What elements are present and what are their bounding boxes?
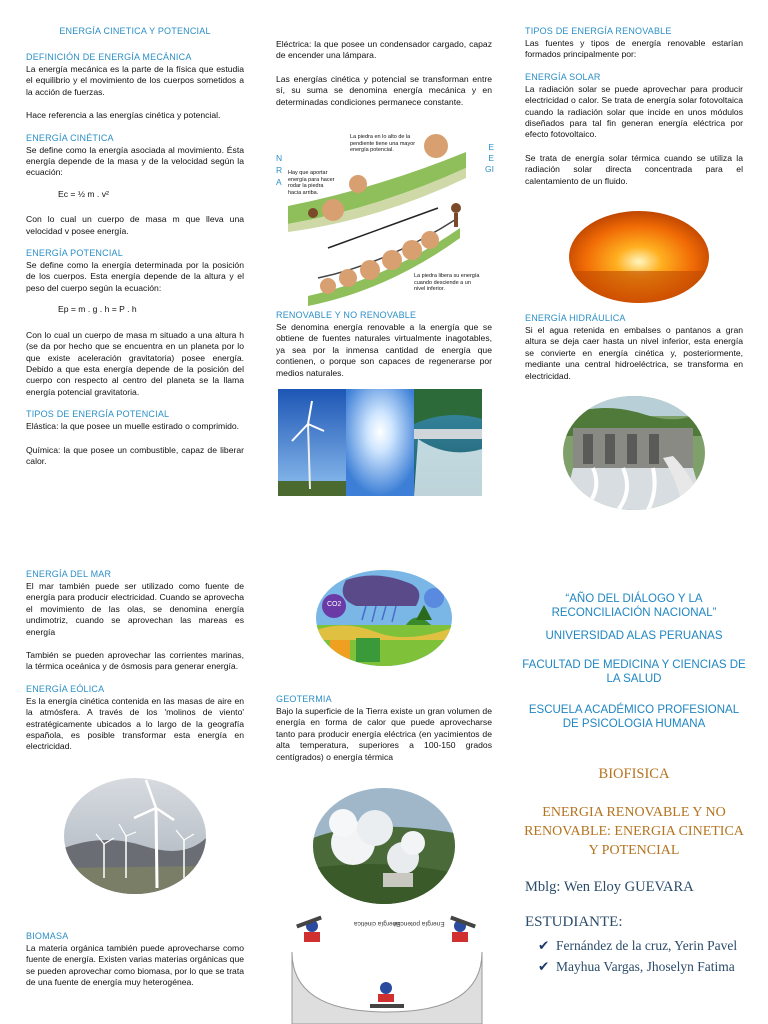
column-2-top — [276, 38, 492, 108]
diagram-caption: La piedra libera su energía cuando desciende a un nivel inferior. — [414, 273, 480, 292]
cover-teacher: Mblg: Wen Eloy GUEVARA — [525, 879, 694, 895]
heading-geotermia: GEOTERMIA — [276, 694, 332, 704]
rolling-stone-diagram — [288, 128, 480, 306]
diagram-caption: Hay que aportar energía para hacer rodar la piedra hacia arriba. — [288, 170, 335, 196]
paragraph: La materia orgánica también puede aprovecharse como fuente de energía. Existen varias materias orgánicas que se pueden aprovechar como biomasa, por lo que se trata de una fuente de energía muy heterogénea. — [26, 943, 244, 988]
biomass-illustration — [316, 570, 452, 666]
heading-potencial: ENERGÍA POTENCIAL — [26, 248, 123, 259]
formula-cinetica: Ec = ½ m . v² — [58, 188, 109, 199]
side-letter: R — [276, 165, 283, 175]
heading-hidraulica: ENERGÍA HIDRÁULICA — [525, 313, 626, 323]
energy-label: Energía potencial — [394, 920, 445, 927]
paragraph: Química: la que posee un combustible, capaz de liberar calor. — [26, 444, 244, 466]
diagram-caption: La piedra en lo alto de la pendiente tiene una mayor energía potencial. — [350, 134, 416, 153]
heading-mar: ENERGÍA DEL MAR — [26, 569, 112, 579]
renewable-collage-image — [278, 389, 482, 496]
energy-label: Energía cinética — [354, 920, 401, 927]
paragraph: Con lo cual un cuerpo de masa m situado a una altura h (se da por hecho que se encuentra en un planeta por lo que existe aceleración gravitatoria) posee energía. Debido a que esta energía depende de la posición del cuerpo con respecto al centro del planeta se la llama energía potencial gravitatoria. — [26, 329, 244, 397]
heading-solar: ENERGÍA SOLAR — [525, 71, 601, 82]
geothermal-image — [313, 788, 455, 904]
column-4-bottom — [26, 931, 244, 989]
student-name: Mayhua Vargas, Jhoselyn Fatima — [556, 959, 735, 974]
side-letter: A — [276, 177, 282, 187]
heading-cinetica: ENERGÍA CINÉTICA — [26, 132, 114, 143]
column-1 — [26, 26, 244, 467]
paragraph: El mar también puede ser utilizado como fuente de energía para producir electricidad. Cuando se aprovecha el movimiento de las olas, se denomina energía undimotriz, cuando se aprovechan las mareas es energía — [26, 581, 244, 637]
cover-topic: ENERGIA RENOVABLE Y NO RENOVABLE: ENERGIA CINETICA Y POTENCIAL — [524, 805, 744, 858]
check-icon: ✔ — [538, 938, 550, 953]
students-list — [538, 935, 753, 977]
cover-course: BIOFISICA — [598, 766, 670, 782]
column-5 — [276, 694, 492, 763]
paragraph: Se denomina energía renovable a la energía que se obtiene de fuentes naturales virtualmente inagotables, ya sea por la inmensa cantidad de energía que contienen, o porque son capaces de regenerarse por medios naturales. — [276, 322, 492, 378]
cover-school: ESCUELA ACADÉMICO PROFESIONAL DE PSICOLOGIA HUMANA — [528, 704, 740, 730]
cover-university: UNIVERSIDAD ALAS PERUANAS — [545, 630, 723, 642]
paragraph: Se trata de energía solar térmica cuando se utiliza la radiación solar directa concentrada para el calentamiento de un fluido. — [525, 152, 743, 186]
paragraph: Eléctrica: la que posee un condensador cargado, capaz de encender una lámpara. — [276, 39, 492, 61]
heading-definicion: DEFINICIÓN DE ENERGÍA MECÁNICA — [26, 52, 192, 62]
column-4 — [26, 569, 244, 753]
paragraph: Elástica: la que posee un muelle estirado o comprimido. — [26, 421, 240, 432]
side-letter: GI — [485, 164, 494, 174]
cover-faculty: FACULTAD DE MEDICINA Y CIENCIAS DE LA SALUD — [522, 659, 746, 685]
paragraph: Hace referencia a las energías cinética y potencial. — [26, 110, 221, 121]
dam-image — [563, 396, 705, 510]
column-2-bottom — [276, 310, 492, 379]
column-3-bottom — [525, 313, 743, 382]
cover-motto: “AÑO DEL DIÁLOGO Y LA RECONCILIACIÓN NACIONAL” — [551, 593, 717, 619]
heading-eolica: ENERGÍA EÓLICA — [26, 683, 105, 694]
paragraph: Las fuentes y tipos de energía renovable estarían formados principalmente por: — [525, 38, 743, 60]
check-icon: ✔ — [538, 959, 550, 974]
paragraph: La energía mecánica es la parte de la física que estudia el equilibrio y el movimiento de los cuerpos sometidos a la acción de fuerzas. — [26, 64, 244, 97]
student-item — [538, 935, 753, 956]
heading-tipos-potencial: TIPOS DE ENERGÍA POTENCIAL — [26, 409, 170, 420]
paragraph: También se pueden aprovechar las corrientes marinas, la térmica oceánica y de ósmosis para generar energía. — [26, 650, 244, 672]
paragraph: Se define como la energía asociada al movimiento. Ésta energía depende de la masa y de la velocidad según la ecuación: — [26, 144, 244, 178]
student-item — [538, 956, 753, 977]
heading-biomasa: BIOMASA — [26, 931, 69, 941]
cover-students-label: ESTUDIANTE: — [525, 914, 623, 930]
panel-title: ENERGÍA CINETICA Y POTENCIAL — [59, 26, 211, 36]
heading-tipos-renovable: TIPOS DE ENERGÍA RENOVABLE — [525, 26, 672, 36]
paragraph: Con lo cual un cuerpo de masa m que lleva una velocidad v posee energía. — [26, 214, 244, 236]
side-letter: E — [488, 153, 494, 163]
co2-label: CO2 — [327, 601, 342, 608]
paragraph: Las energías cinética y potencial se transforman entre sí, su suma se denomina energía mecánica y en determinadas condiciones permanece constante. — [276, 73, 492, 107]
student-name: Fernández de la cruz, Yerin Pavel — [556, 938, 738, 953]
paragraph: La radiación solar se puede aprovechar para producir electricidad o calor. Se trata de energía solar fotovoltaica cuando la radiación solar que incide en unos módulos diseñados para tal fin generan energía eléctrica por efecto fotovoltaico. — [525, 83, 743, 140]
column-3 — [525, 26, 743, 187]
paragraph: Se define como la energía determinada por la posición de los cuerpos. Esta energía depende de la altura y el peso del cuerpo según la ecuación: — [26, 260, 244, 293]
paragraph: Bajo la superficie de la Tierra existe un gran volumen de energía en forma de calor que puede aprovecharse tanto para producir energía eléctrica (en yacimientos de alta temperatura, superiores a 100-150 grados centígrados) o energía térmica — [276, 706, 492, 762]
sunset-image — [569, 211, 709, 303]
side-letters-left — [276, 153, 282, 188]
wind-farm-image — [64, 778, 206, 894]
skateboard-energy-diagram — [282, 912, 492, 1024]
heading-renovable: RENOVABLE Y NO RENOVABLE — [276, 310, 417, 320]
paragraph: Es la energía cinética contenida en las masas de aire en la atmósfera. A través de los 'molinos de viento' estratégicamente ubicados a lo largo de la geografía española, es posible transformar esta energía en electricidad. — [26, 695, 244, 752]
paragraph: Si el agua retenida en embalses o pantanos a gran altura se deja caer hasta un nivel inferior, esta energía se convierte en energía cinética y, posteriormente, mediante una central hidroeléctrica, se transforma en electricidad. — [525, 325, 743, 381]
formula-potencial: Ep = m . g . h = P . h — [58, 304, 137, 315]
side-letter: N — [276, 153, 283, 163]
side-letters-right — [482, 142, 494, 175]
side-letter: E — [488, 142, 494, 152]
